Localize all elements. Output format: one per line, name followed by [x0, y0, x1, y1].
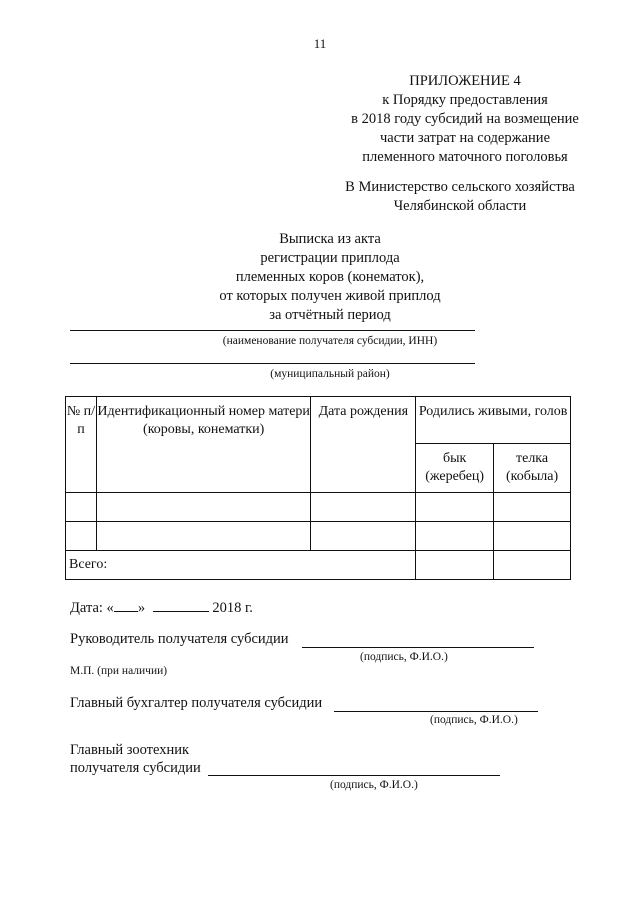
total-row [66, 551, 571, 580]
table-header-row [66, 397, 571, 444]
table-row [66, 493, 571, 522]
recipient-fill-line[interactable] [70, 330, 475, 331]
zootechnician-signature-line[interactable] [208, 775, 500, 776]
col-birth-header: Дата рождения [311, 397, 416, 493]
addressee-line: В Министерство сельского хозяйства [345, 179, 575, 195]
date-month-field[interactable] [153, 597, 209, 612]
appendix-line: части затрат на содержание [379, 130, 551, 146]
date-year: 2018 г. [212, 600, 253, 616]
addressee-line: Челябинской области [393, 198, 527, 214]
table-cell[interactable] [494, 493, 571, 522]
col-num-header: № п/п [66, 397, 97, 493]
appendix-line: племенного маточного поголовья [362, 149, 568, 165]
accountant-signature-caption: (подпись, Ф.И.О.) [430, 714, 518, 726]
zootechnician-label-1: Главный зоотехник [70, 742, 190, 758]
title-line: Выписка из акта [279, 231, 381, 247]
title-line: от которых получен живой приплод [219, 288, 441, 304]
appendix-line: к Порядку предоставления [382, 92, 548, 108]
col-male-header: бык (жеребец) [416, 444, 494, 493]
zootechnician-label-2: получателя субсидии [70, 760, 201, 776]
table-cell[interactable] [66, 493, 97, 522]
total-label: Всего: [66, 551, 416, 580]
district-fill-line[interactable] [70, 363, 475, 364]
table-cell[interactable] [494, 522, 571, 551]
accountant-signature-line[interactable] [334, 711, 538, 712]
table-cell[interactable] [416, 522, 494, 551]
appendix-block [340, 72, 590, 167]
table-cell[interactable] [311, 522, 416, 551]
table-cell[interactable] [416, 493, 494, 522]
date-label: Дата: « [70, 600, 114, 616]
total-cell-male[interactable] [416, 551, 494, 580]
table-cell[interactable] [96, 522, 311, 551]
title-line: регистрации приплода [260, 250, 400, 266]
title-line: племенных коров (конематок), [235, 269, 425, 285]
col-born-header: Родились живыми, голов [416, 397, 571, 444]
addressee-block [330, 178, 590, 216]
title-line: за отчётный период [269, 307, 391, 323]
col-id-header: Идентификационный номер матери (коровы, конематки) [96, 397, 311, 493]
page-number: 11 [313, 36, 327, 51]
head-signature-caption: (подпись, Ф.И.О.) [360, 651, 448, 663]
document-title [165, 230, 495, 325]
table-cell[interactable] [96, 493, 311, 522]
recipient-caption: (наименование получателя субсидии, ИНН) [222, 335, 438, 347]
accountant-signature-label: Главный бухгалтер получателя субсидии [70, 695, 323, 711]
col-female-header: телка (кобыла) [494, 444, 571, 493]
table-row [66, 522, 571, 551]
head-signature-line[interactable] [302, 647, 534, 648]
stamp-label: М.П. (при наличии) [70, 665, 168, 677]
date-day-field[interactable] [114, 597, 138, 612]
date-quote-close: » [137, 600, 146, 616]
district-caption: (муниципальный район) [270, 368, 390, 380]
total-cell-female[interactable] [494, 551, 571, 580]
head-signature-label: Руководитель получателя субсидии [70, 631, 289, 647]
date-line [70, 597, 253, 617]
zootechnician-signature-caption: (подпись, Ф.И.О.) [330, 779, 418, 791]
table-cell[interactable] [66, 522, 97, 551]
appendix-line: ПРИЛОЖЕНИЕ 4 [409, 73, 521, 89]
appendix-line: в 2018 году субсидий на возмещение [351, 111, 579, 127]
registration-table [65, 396, 571, 580]
table-cell[interactable] [311, 493, 416, 522]
